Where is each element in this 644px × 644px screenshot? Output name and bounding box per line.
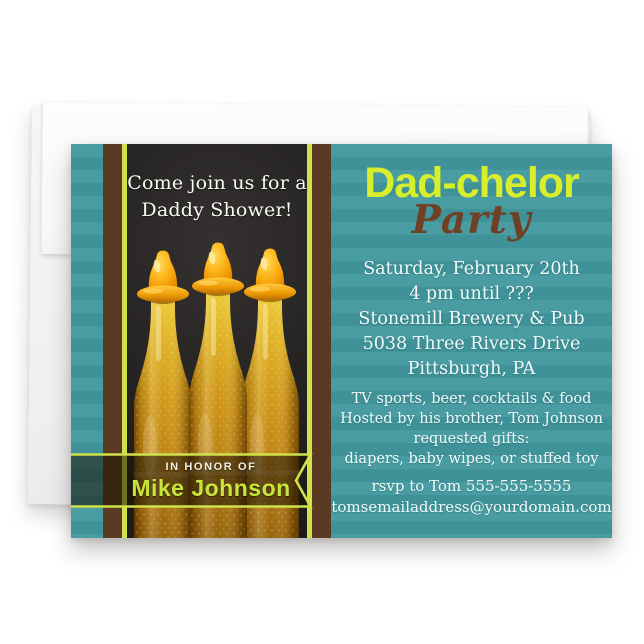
panel-headline (127, 170, 307, 224)
honoree-name: Mike Johnson (131, 475, 291, 501)
invitation-card (71, 144, 612, 538)
honor-eyebrow: IN HONOR OF (165, 461, 257, 473)
event-line-city: Pittsburgh, PA (407, 359, 536, 379)
info-line-host: Hosted by his brother, Tom Johnson (340, 411, 603, 427)
honor-ribbon (71, 453, 313, 508)
honor-ribbon-text (121, 453, 301, 508)
event-line-date: Saturday, February 20th (363, 259, 580, 279)
info-line-activities: TV sports, beer, cocktails & food (351, 391, 592, 407)
event-line-time: 4 pm until ??? (409, 284, 534, 304)
info-line-gifts-label: requested gifts: (413, 431, 530, 447)
panel-headline-line2: Daddy Shower! (141, 199, 293, 221)
event-line-address: 5038 Three Rivers Drive (362, 334, 581, 354)
card-subtitle: Party (411, 197, 532, 243)
rsvp-block (331, 476, 612, 518)
event-details-column (331, 144, 612, 538)
brown-stripe-right (312, 144, 331, 538)
event-line-venue: Stonemill Brewery & Pub (358, 309, 585, 329)
rsvp-line-email: tomsemailaddress@yourdomain.com (331, 498, 612, 516)
info-line-gifts: diapers, baby wipes, or stuffed toy (344, 451, 599, 467)
event-info-block (331, 257, 612, 382)
party-info-block (331, 389, 612, 469)
card-title: Dad-chelor (364, 159, 579, 207)
panel-headline-line1: Come join us for a (127, 172, 307, 194)
rsvp-line-phone: rsvp to Tom 555-555-5555 (371, 477, 572, 495)
